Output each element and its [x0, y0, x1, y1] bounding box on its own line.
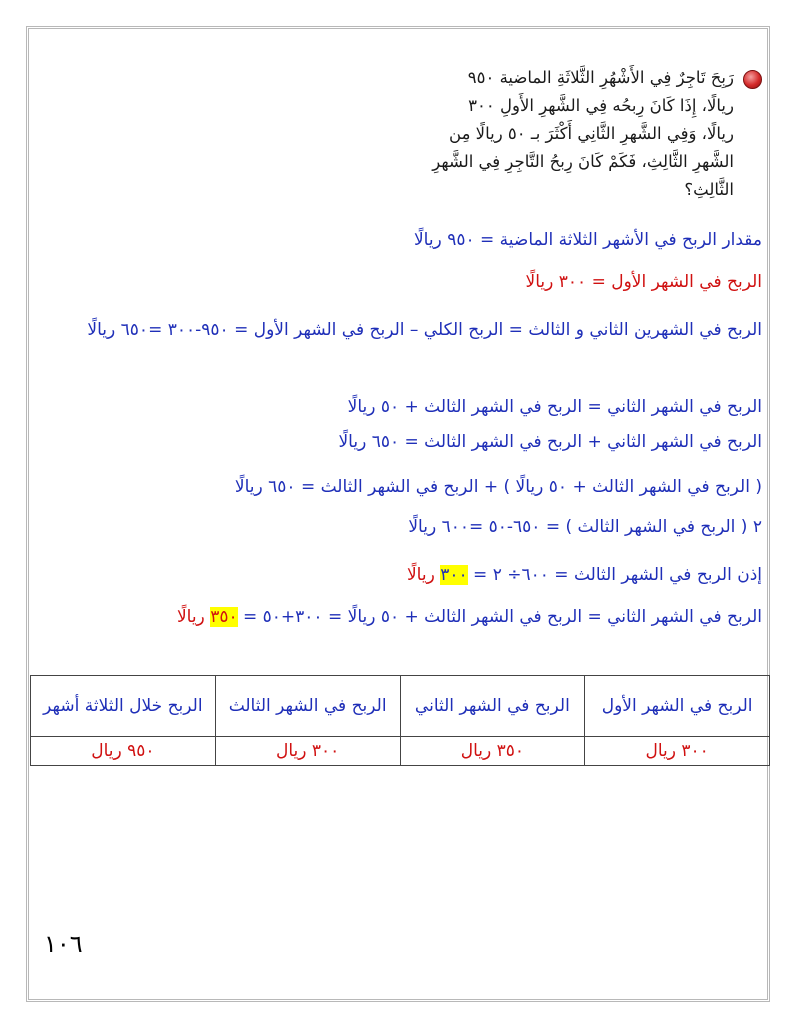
- problem-line: الشَّهرِ الثَّالِثِ، فَكَمْ كَانَ رِبحُ التَّاجِرِ فِي الشَّهرِ: [432, 152, 734, 171]
- problem-line: رَبِحَ تَاجِرٌ فِي الأَشْهُرِ الثَّلاثَةِ الماضية ٩٥٠: [467, 68, 734, 87]
- table-cell: ٣٠٠ ريال: [585, 737, 770, 766]
- solution-line-double: ٢ ( الربح في الشهر الثالث ) = ٦٥٠-٥٠ =٦٠٠ ريالًا: [408, 517, 762, 537]
- table-header-cell: الربح في الشهر الثاني: [400, 676, 585, 737]
- table-row: [31, 737, 770, 766]
- third-month-expression: إذن الربح في الشهر الثالث = ٦٠٠÷ ٢ =: [473, 565, 762, 585]
- table-cell: ٩٥٠ ريال: [31, 737, 216, 766]
- page-number: ١٠٦: [44, 930, 83, 958]
- table-cell: ٣٥٠ ريال: [400, 737, 585, 766]
- table-header-row: [31, 676, 770, 737]
- solution-line-total: مقدار الربح في الأشهر الثلاثة الماضية = ٩٥٠ ريالًا: [413, 230, 762, 250]
- summary-table: [30, 675, 770, 766]
- bullet-pin-icon: [743, 70, 762, 89]
- second-month-answer: ٣٥٠: [210, 607, 238, 627]
- solution-line-third-month: [36, 563, 762, 588]
- problem-line: الثَّالِثِ؟: [684, 180, 734, 199]
- third-month-unit: ريالًا: [406, 565, 435, 585]
- problem-line: ريالًا، إِذَا كَانَ رِبحُه فِي الشَّهرِ الأَولِ ٣٠٠: [468, 96, 734, 115]
- solution-line-first-month: الربح في الشهر الأول = ٣٠٠ ريالًا: [525, 272, 762, 292]
- table-cell: ٣٠٠ ريال: [215, 737, 400, 766]
- second-month-unit: ريالًا: [176, 607, 205, 627]
- second-month-expression: الربح في الشهر الثاني = الربح في الشهر الثالث + ٥٠ ريالًا = ٣٠٠+٥٠ =: [243, 607, 762, 627]
- problem-line: ريالًا، وَفِي الشَّهرِ الثَّانِي أَكْثَرَ بـ ٥٠ ريالًا مِن: [449, 124, 734, 143]
- solution-line-sum: الربح في الشهر الثاني + الربح في الشهر الثالث = ٦٥٠ ريالًا: [338, 432, 762, 452]
- solution-line-substitution: ( الربح في الشهر الثالث + ٥٠ ريالًا ) + الربح في الشهر الثالث = ٦٥٠ ريالًا: [234, 477, 762, 497]
- table-header-cell: الربح خلال الثلاثة أشهر: [31, 676, 216, 737]
- problem-text: [374, 64, 734, 204]
- third-month-answer: ٣٠٠: [440, 565, 468, 585]
- table-header-cell: الربح في الشهر الأول: [585, 676, 770, 737]
- table-header-cell: الربح في الشهر الثالث: [215, 676, 400, 737]
- solution-line-second-third: الربح في الشهرين الثاني و الثالث = الربح الكلي – الربح في الشهر الأول = ٩٥٠-٣٠٠ =٦٥٠ ريالًا: [87, 320, 762, 340]
- solution-line-relation: الربح في الشهر الثاني = الربح في الشهر الثالث + ٥٠ ريالًا: [347, 397, 762, 417]
- solution-line-second-month: [36, 605, 762, 630]
